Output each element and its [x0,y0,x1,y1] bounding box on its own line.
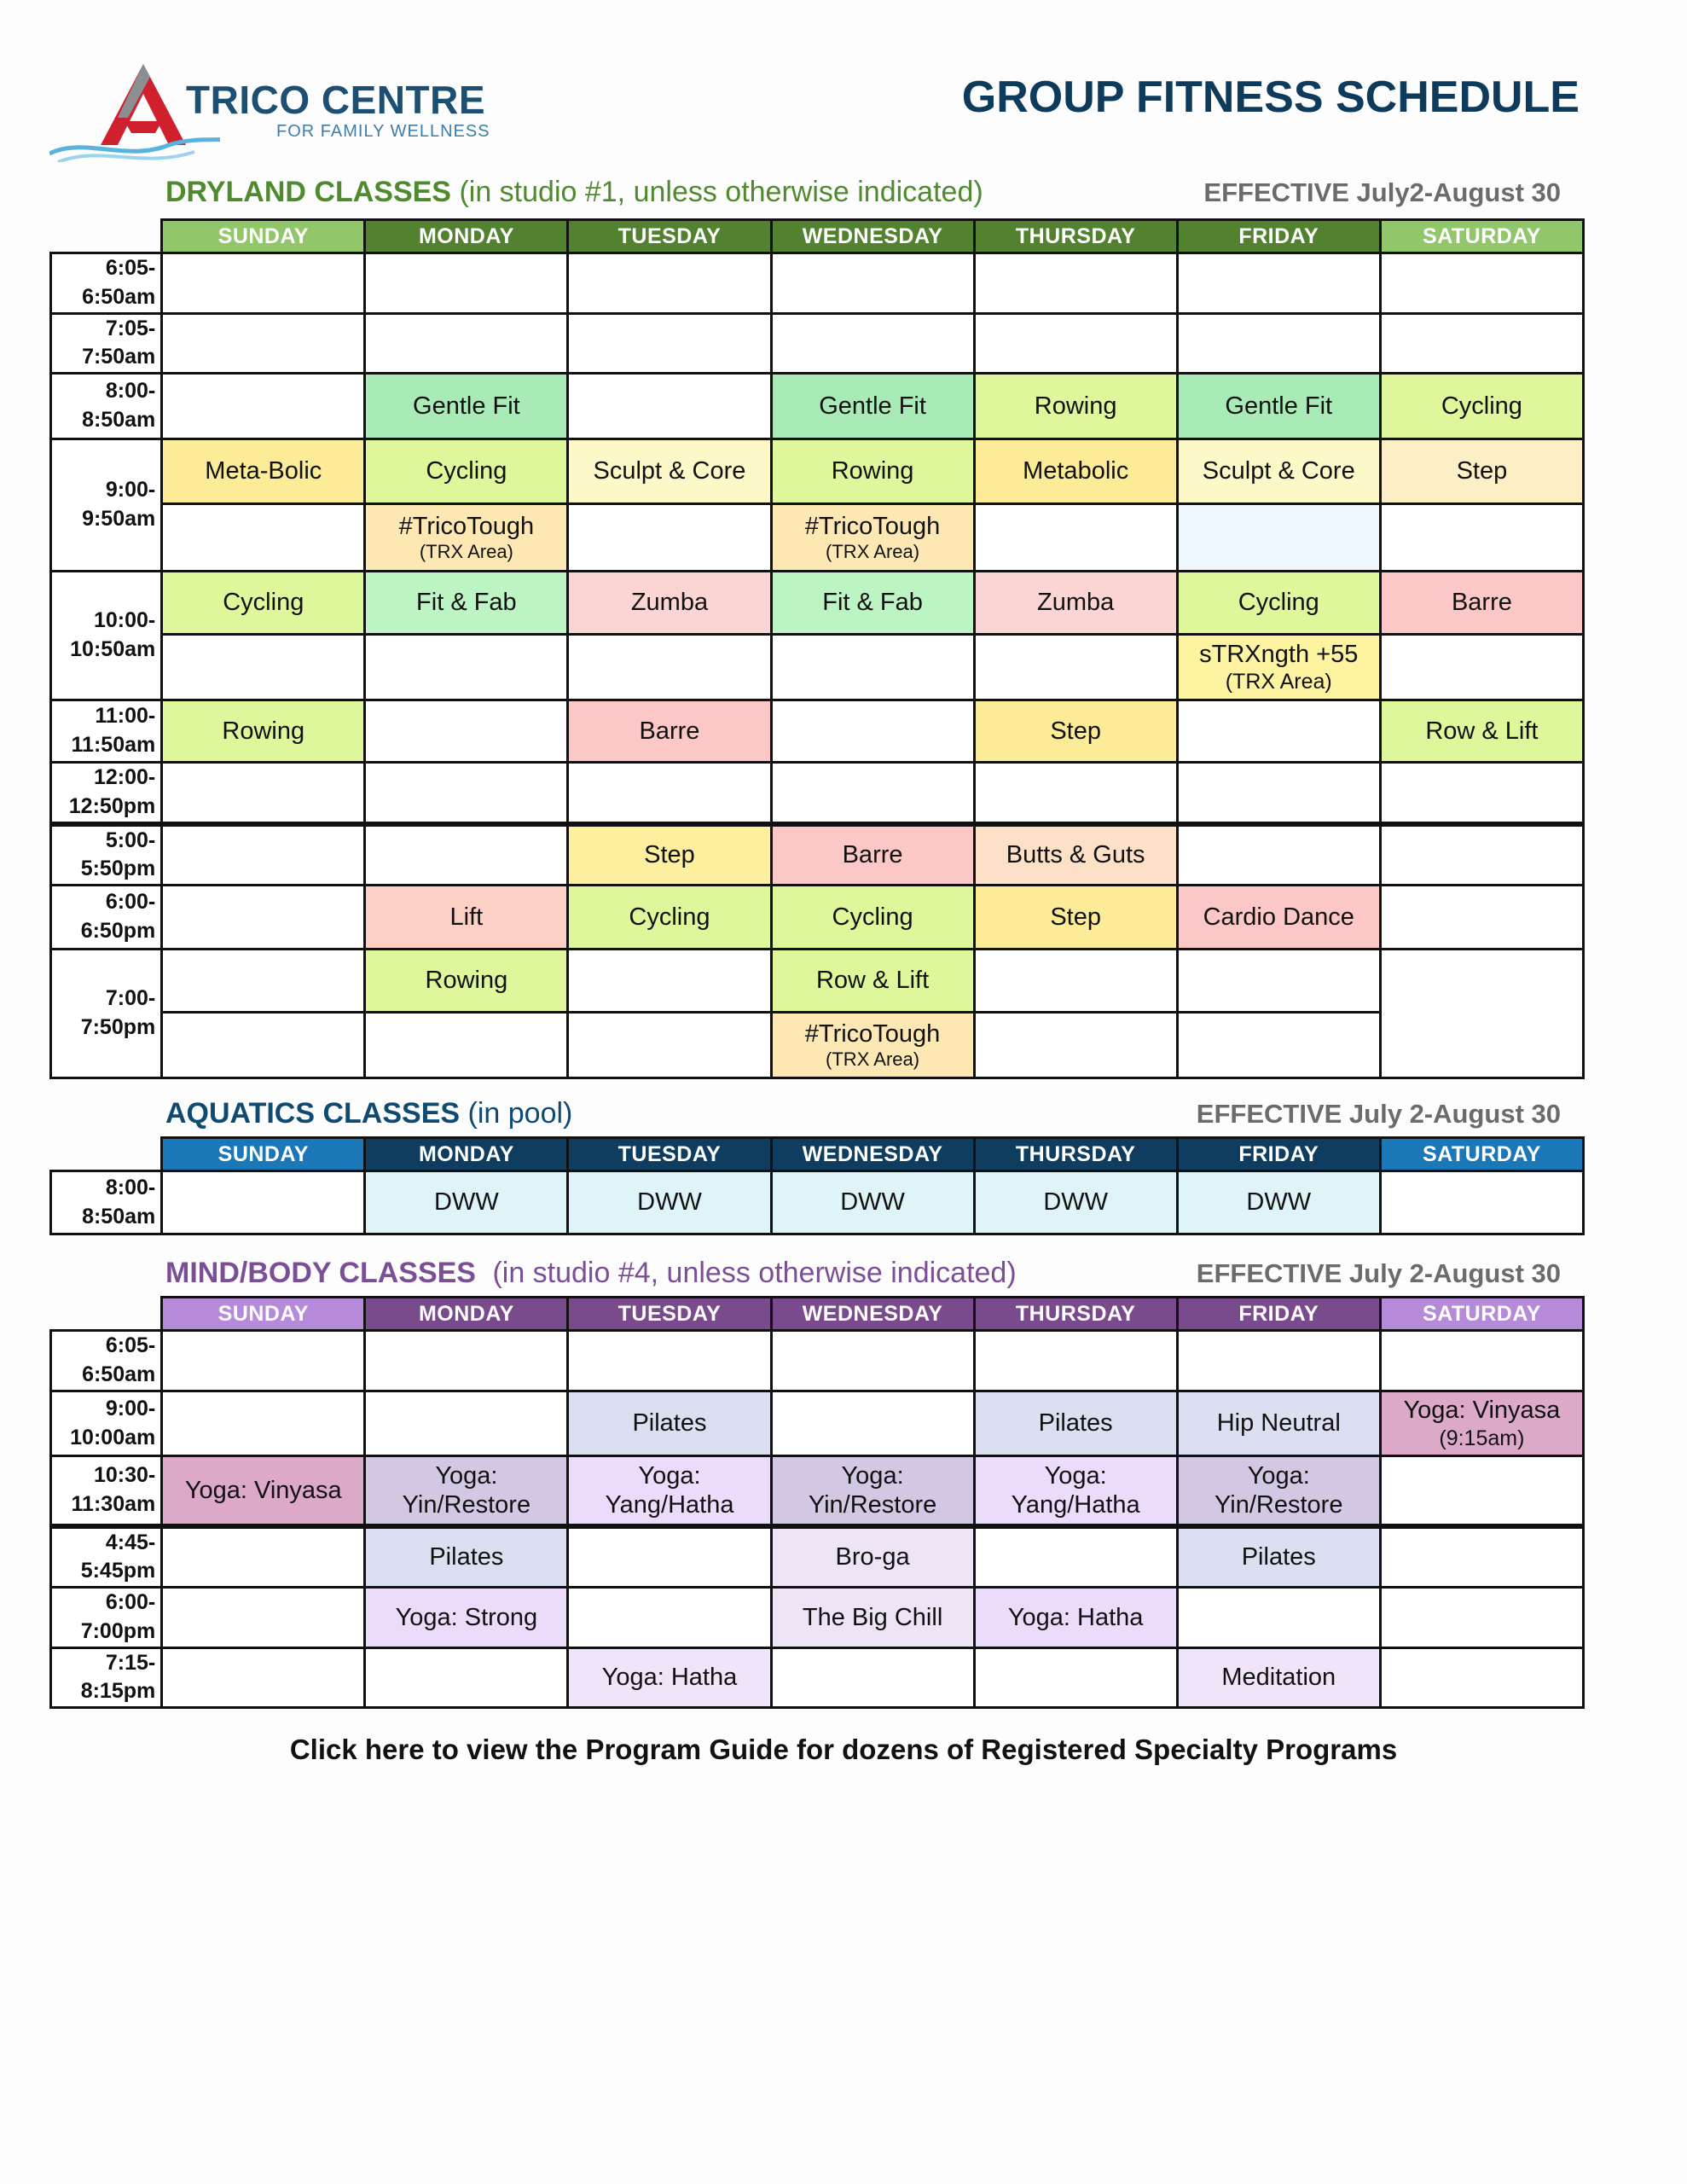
day-header-tuesday: TUESDAY [568,220,771,253]
time-start: 9:00- [105,1396,156,1420]
class-cell[interactable]: Meta-Bolic [162,439,365,504]
class-name-line2: Yin/Restore [808,1490,937,1519]
page-title: GROUP FITNESS SCHEDULE [961,73,1580,122]
class-cell[interactable]: Hip Neutral [1177,1391,1380,1456]
empty-cell [1380,1331,1583,1391]
mindbody-title-bold: MIND/BODY CLASSES [165,1257,476,1289]
time-slot [51,1588,162,1648]
empty-cell [162,763,365,824]
empty-cell [365,313,568,374]
time-start: 7:00- [105,986,156,1011]
day-header-saturday: SATURDAY [1380,1298,1583,1331]
class-cell[interactable]: Rowing [365,950,568,1013]
time-end: 11:50am [71,733,156,757]
empty-cell [365,824,568,886]
empty-cell [568,374,771,439]
empty-cell [1177,700,1380,763]
class-cell[interactable]: DWW [568,1171,771,1234]
empty-cell [1380,635,1583,700]
empty-cell [1380,1588,1583,1648]
time-end: 7:50pm [80,1015,156,1039]
class-cell[interactable]: Yoga: Hatha [568,1647,771,1708]
empty-cell [1380,824,1583,886]
empty-cell [162,1647,365,1708]
time-slot [51,886,162,950]
time-start: 10:30- [93,1463,156,1487]
class-name-line2: Yin/Restore [1215,1490,1343,1519]
header-blank [51,220,162,253]
empty-cell [568,635,771,700]
empty-cell [162,253,365,314]
day-header-sunday: SUNDAY [162,1138,365,1171]
empty-cell [771,1391,974,1456]
time-end: 10:00am [70,1425,156,1449]
class-cell[interactable]: Metabolic [974,439,1177,504]
time-slot [51,824,162,886]
empty-cell [162,886,365,950]
empty-cell [1177,824,1380,886]
dryland-subtitle: (in studio #1, unless otherwise indicated) [459,176,983,208]
trico-logo [49,60,493,162]
time-slot [51,1331,162,1391]
mindbody-subtitle: (in studio #4, unless otherwise indicated) [492,1257,1017,1289]
empty-cell [162,313,365,374]
empty-cell [1177,1588,1380,1648]
empty-cell [771,635,974,700]
time-slot [51,253,162,314]
empty-cell [771,253,974,314]
class-cell[interactable]: Zumba [974,572,1177,635]
time-start: 8:00- [105,1175,156,1199]
class-cell[interactable]: Cardio Dance [1177,886,1380,950]
class-cell[interactable]: Step [1380,439,1583,504]
class-cell[interactable]: The Big Chill [771,1588,974,1648]
day-header-sunday: SUNDAY [162,220,365,253]
empty-cell [974,504,1177,572]
empty-cell [1380,763,1583,824]
empty-cell [974,313,1177,374]
mindbody-title [165,1257,1017,1290]
time-end: 7:00pm [80,1618,156,1643]
location-note: (TRX Area) [826,540,920,562]
class-cell[interactable]: Step [568,824,771,886]
day-header-monday: MONDAY [365,1298,568,1331]
class-cell[interactable]: Row & Lift [771,950,974,1013]
class-cell[interactable] [1177,635,1380,700]
day-header-wednesday: WEDNESDAY [771,1298,974,1331]
empty-cell [771,700,974,763]
time-end: 6:50am [82,1362,156,1386]
empty-cell [974,1526,1177,1588]
empty-cell [1380,313,1583,374]
class-cell[interactable]: Sculpt & Core [568,439,771,504]
class-cell[interactable]: Barre [771,824,974,886]
empty-cell [974,1647,1177,1708]
class-cell[interactable] [365,504,568,572]
class-cell[interactable] [771,1013,974,1078]
time-slot [51,374,162,439]
aquatics-title [165,1097,572,1130]
class-cell[interactable]: Yoga: Vinyasa [162,1456,365,1526]
day-header-monday: MONDAY [365,1138,568,1171]
empty-cell [365,1391,568,1456]
class-name-line1: Yoga: [1247,1461,1310,1490]
class-cell[interactable]: Yoga: Hatha [974,1588,1177,1648]
time-slot [51,1647,162,1708]
aquatics-heading [165,1097,1561,1135]
empty-cell [1380,1171,1583,1234]
empty-cell [162,824,365,886]
day-header-thursday: THURSDAY [974,1298,1177,1331]
class-name-line1: Yoga: [841,1461,904,1490]
class-cell[interactable]: Sculpt & Core [1177,439,1380,504]
time-slot [51,313,162,374]
empty-cell [568,950,771,1013]
time-end: 8:50am [82,1204,156,1228]
class-cell[interactable]: DWW [1177,1171,1380,1234]
empty-cell [974,253,1177,314]
time-slot [51,1456,162,1526]
class-cell[interactable]: Yoga: Strong [365,1588,568,1648]
empty-cell [162,1526,365,1588]
day-header-friday: FRIDAY [1177,1298,1380,1331]
empty-cell [1177,763,1380,824]
class-cell[interactable] [365,1456,568,1526]
class-cell[interactable]: Row & Lift [1380,700,1583,763]
class-cell[interactable]: Yoga: Yang/Hatha [568,1456,771,1526]
time-slot [51,1526,162,1588]
empty-cell [1380,1647,1583,1708]
empty-cell [1177,950,1380,1013]
class-cell[interactable]: Rowing [974,374,1177,439]
time-end: 11:30am [71,1491,156,1516]
empty-cell [365,635,568,700]
mindbody-schedule [49,1296,1585,1709]
class-name: #TricoTough [804,512,941,540]
class-cell[interactable]: Barre [568,700,771,763]
empty-cell [1380,253,1583,314]
day-header-sunday: SUNDAY [162,1298,365,1331]
day-header-tuesday: TUESDAY [568,1138,771,1171]
day-header-friday: FRIDAY [1177,220,1380,253]
class-cell[interactable]: DWW [974,1171,1177,1234]
empty-cell [771,1647,974,1708]
time-start: 8:00- [105,379,156,404]
class-cell[interactable]: Cycling [1380,374,1583,439]
class-cell[interactable]: Pilates [365,1526,568,1588]
class-name-line2: Yin/Restore [402,1490,531,1519]
class-cell[interactable]: Barre [1380,572,1583,635]
class-cell[interactable]: Meditation [1177,1647,1380,1708]
day-header-friday: FRIDAY [1177,1138,1380,1171]
location-note: (TRX Area) [826,1048,920,1070]
dryland-title-bold: DRYLAND CLASSES [165,176,451,208]
time-end: 5:45pm [80,1559,156,1583]
empty-cell [1380,1526,1583,1588]
aquatics-subtitle: (in pool) [467,1097,573,1130]
empty-cell [771,1331,974,1391]
empty-cell [1380,886,1583,950]
empty-cell [365,1331,568,1391]
empty-cell [568,504,771,572]
empty-cell [1177,313,1380,374]
empty-cell [1177,1013,1380,1078]
class-name-line1: Yoga: [435,1461,498,1490]
time-end: 5:50pm [80,857,156,881]
empty-cell [365,253,568,314]
empty-cell [568,1013,771,1078]
time-start: 4:45- [105,1530,156,1554]
empty-cell [162,504,365,572]
class-cell[interactable]: Lift [365,886,568,950]
empty-cell [974,1013,1177,1078]
dryland-schedule [49,218,1585,1079]
class-cell[interactable]: Rowing [162,700,365,763]
empty-cell [365,700,568,763]
location-note: (TRX Area) [419,540,513,562]
class-cell[interactable]: DWW [365,1171,568,1234]
empty-cell [162,1391,365,1456]
empty-cell [568,763,771,824]
class-cell[interactable]: Cycling [162,572,365,635]
time-start: 6:05- [105,1333,156,1358]
aquatics-effective: EFFECTIVE July 2-August 30 [1196,1099,1561,1129]
class-cell[interactable]: DWW [771,1171,974,1234]
header-blank [51,1298,162,1331]
class-cell[interactable]: Gentle Fit [365,374,568,439]
empty-cell [771,313,974,374]
class-cell[interactable]: Step [974,886,1177,950]
day-header-wednesday: WEDNESDAY [771,1138,974,1171]
empty-cell [1380,950,1583,1078]
empty-cell [771,763,974,824]
empty-cell [162,374,365,439]
day-header-monday: MONDAY [365,220,568,253]
empty-cell [365,1647,568,1708]
empty-cell [974,950,1177,1013]
empty-cell [162,635,365,700]
time-start: 12:00- [93,765,156,789]
time-start: 7:15- [105,1650,156,1675]
day-header-thursday: THURSDAY [974,1138,1177,1171]
aquatics-schedule [49,1136,1585,1235]
class-cell[interactable]: Fit & Fab [365,572,568,635]
empty-cell [1380,504,1583,572]
day-header-wednesday: WEDNESDAY [771,220,974,253]
location-note: (TRX Area) [1225,670,1332,694]
time-slot [51,1391,162,1456]
day-header-saturday: SATURDAY [1380,1138,1583,1171]
empty-cell [568,1588,771,1648]
time-slot [51,700,162,763]
class-cell[interactable] [1177,1456,1380,1526]
empty-cell [162,1171,365,1234]
class-cell[interactable]: Gentle Fit [1177,374,1380,439]
logo-name: TRICO CENTRE [186,78,485,122]
mindbody-effective: EFFECTIVE July 2-August 30 [1196,1258,1561,1288]
empty-cell [162,1331,365,1391]
class-cell[interactable]: Cycling [568,886,771,950]
empty-cell [162,1013,365,1078]
time-slot [51,572,162,700]
class-cell[interactable]: Pilates [974,1391,1177,1456]
empty-cell [162,1588,365,1648]
time-end: 12:50pm [68,793,156,818]
class-cell[interactable]: Cycling [771,886,974,950]
class-cell[interactable]: Zumba [568,572,771,635]
time-note: (9:15am) [1439,1426,1525,1450]
empty-cell [365,763,568,824]
time-end: 8:15pm [80,1679,156,1704]
class-cell[interactable]: Rowing [771,439,974,504]
time-end: 8:50am [82,408,156,432]
class-name: #TricoTough [804,1019,941,1048]
class-cell[interactable] [1380,1391,1583,1456]
class-cell[interactable] [771,1456,974,1526]
day-header-thursday: THURSDAY [974,220,1177,253]
class-name: #TricoTough [398,512,535,540]
time-slot [51,439,162,572]
time-start: 6:00- [105,1590,156,1614]
empty-cell [1177,504,1380,572]
empty-cell [1177,1331,1380,1391]
class-cell[interactable]: Pilates [568,1391,771,1456]
empty-cell [162,950,365,1013]
time-start: 10:00- [93,608,156,633]
time-end: 6:50pm [80,919,156,943]
time-slot [51,950,162,1078]
time-start: 5:00- [105,828,156,852]
dryland-heading [165,176,1561,213]
time-slot [51,1171,162,1234]
empty-cell [974,763,1177,824]
time-end: 7:50am [82,345,156,369]
empty-cell [974,635,1177,700]
class-cell[interactable] [771,504,974,572]
class-cell[interactable]: Pilates [1177,1526,1380,1588]
time-start: 6:05- [105,256,156,280]
class-cell[interactable]: Fit & Fab [771,572,974,635]
time-end: 9:50am [82,507,156,531]
empty-cell [568,313,771,374]
time-slot [51,763,162,824]
mindbody-heading [165,1257,1561,1294]
day-header-tuesday: TUESDAY [568,1298,771,1331]
header-blank [51,1138,162,1171]
class-cell[interactable]: Gentle Fit [771,374,974,439]
empty-cell [1380,1456,1583,1526]
class-cell[interactable]: Step [974,700,1177,763]
empty-cell [568,253,771,314]
class-cell[interactable]: Bro-ga [771,1526,974,1588]
time-end: 10:50am [70,637,156,661]
program-guide-link[interactable]: Click here to view the Program Guide for dozens of Registered Specialty Programs [289,1734,1398,1765]
time-start: 6:00- [105,890,156,915]
class-name: sTRXngth +55 [1199,640,1359,668]
logo-tagline: FOR FAMILY WELLNESS [276,122,490,141]
class-cell[interactable]: Cycling [365,439,568,504]
time-start: 9:00- [105,478,156,502]
dryland-effective: EFFECTIVE July2-August 30 [1203,177,1561,207]
class-name: Yoga: Vinyasa [1403,1397,1561,1425]
aquatics-title-bold: AQUATICS CLASSES [165,1097,461,1130]
class-cell[interactable]: Butts & Guts [974,824,1177,886]
empty-cell [974,1331,1177,1391]
empty-cell [568,1526,771,1588]
empty-cell [365,1013,568,1078]
class-cell[interactable]: Yoga: Yang/Hatha [974,1456,1177,1526]
time-start: 11:00- [95,704,156,729]
time-end: 6:50am [82,284,156,309]
class-cell[interactable]: Cycling [1177,572,1380,635]
dryland-title [165,176,983,209]
day-header-saturday: SATURDAY [1380,220,1583,253]
time-start: 7:05- [105,316,156,340]
empty-cell [568,1331,771,1391]
empty-cell [1177,253,1380,314]
